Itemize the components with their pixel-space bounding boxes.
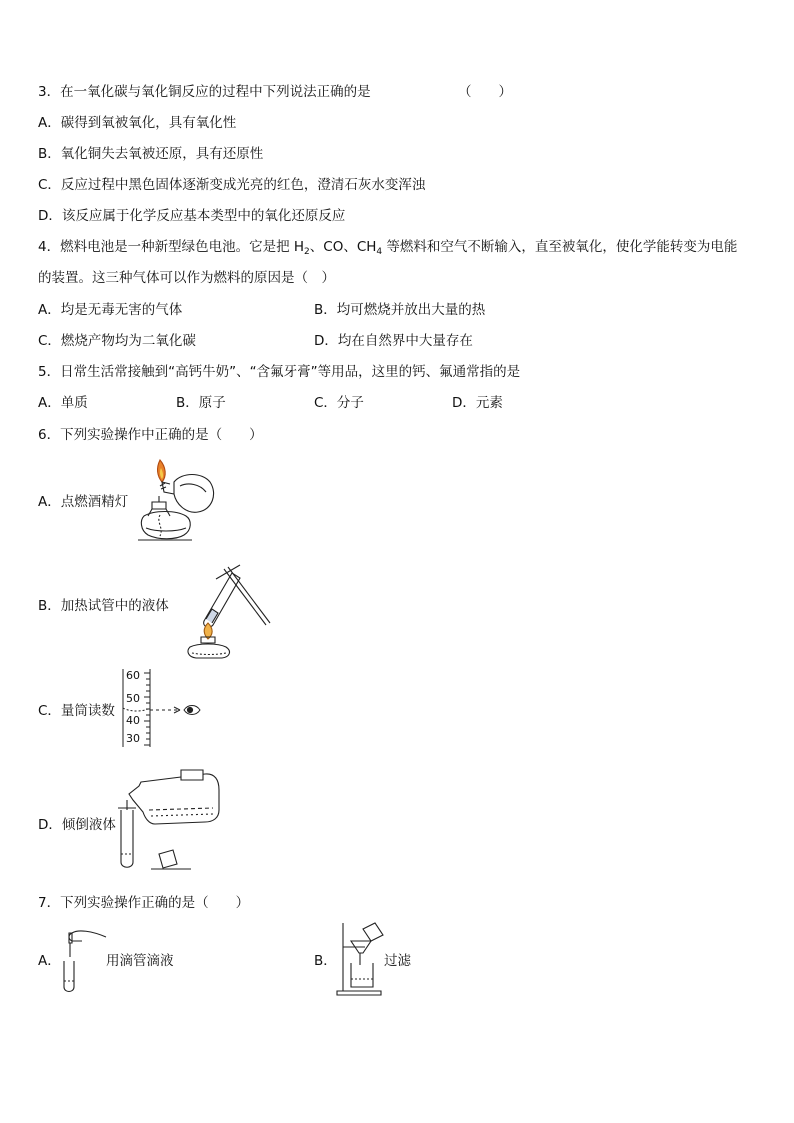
q3-stem: 3．在一氧化碳与氧化铜反应的过程中下列说法正确的是 (38, 84, 371, 100)
pouring-liquid-illustration (115, 770, 225, 872)
q3-option-c: C．反应过程中黑色固体逐渐变成光亮的红色，澄清石灰水变浑浊 (38, 177, 426, 193)
cylinder-tick-60: 60 (126, 669, 140, 682)
q4-option-a: A．均是无毒无害的气体 (38, 302, 183, 318)
q4-option-c: C．燃烧产物均为二氧化碳 (38, 333, 196, 349)
dropper-illustration (58, 927, 108, 993)
q4-option-d: D．均在自然界中大量存在 (314, 333, 473, 349)
q4-option-b: B．均可燃烧并放出大量的热 (314, 302, 486, 318)
q7-option-b-text: 过滤 (384, 953, 411, 969)
q5-option-c: C．分子 (314, 395, 364, 411)
q3-option-a: A．碳得到氧被氧化，具有氧化性 (38, 115, 237, 131)
cylinder-tick-40: 40 (126, 714, 140, 727)
q3-answer-blank: （ ） (458, 84, 512, 100)
q6-stem: 6．下列实验操作中正确的是（ ） (38, 427, 263, 443)
cylinder-tick-50: 50 (126, 692, 140, 705)
q5-option-a: A．单质 (38, 395, 88, 411)
filtration-illustration (335, 921, 385, 997)
alcohol-lamp-lighting-illustration (130, 458, 225, 548)
q7-option-a-text: 用滴管滴液 (106, 953, 174, 969)
q5-stem: 5．日常生活常接触到“高钙牛奶”、“含氟牙膏”等用品，这里的钙、氟通常指的是 (38, 364, 521, 380)
q7-stem: 7．下列实验操作正确的是（ ） (38, 895, 250, 911)
q7-option-a-letter: A． (38, 953, 61, 969)
cylinder-tick-30: 30 (126, 732, 140, 745)
q4-stem: 4．燃料电池是一种新型绿色电池。它是把 $H_2$、CO、$CH_4$ 等燃料和空气不断输入，直至被氧化，使化学能转变为电能 (38, 239, 738, 257)
q3-option-d: D．该反应属于化学反应基本类型中的氧化还原反应 (38, 208, 346, 224)
q4-stem-line2: 的装置。这三种气体可以作为燃料的原因是（ ） (38, 270, 335, 286)
q5-option-b: B．原子 (176, 395, 226, 411)
q6-option-d: D．倾倒液体 (38, 817, 116, 833)
q5-option-d: D．元素 (452, 395, 503, 411)
q6-option-a: A．点燃酒精灯 (38, 494, 129, 510)
test-tube-heating-illustration (178, 563, 273, 658)
graduated-cylinder-reading-illustration (118, 667, 208, 749)
q6-option-b: B．加热试管中的液体 (38, 598, 169, 614)
q7-option-b-letter: B． (314, 953, 337, 969)
q3-option-b: B．氧化铜失去氧被还原，具有还原性 (38, 146, 264, 162)
q6-option-c: C．量筒读数 (38, 703, 115, 719)
